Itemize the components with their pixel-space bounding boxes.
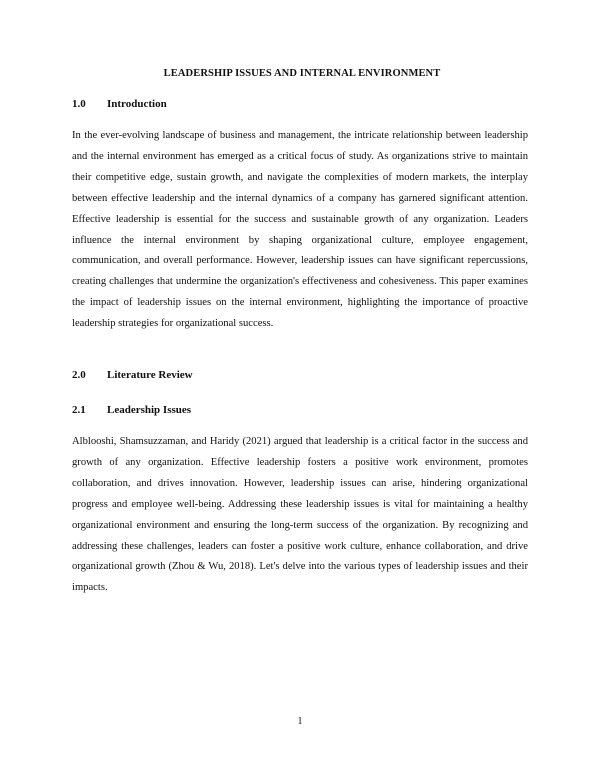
section-heading-leadership-issues (72, 404, 191, 416)
section-number: 1.0 (72, 98, 86, 110)
section-title: Leadership Issues (107, 404, 192, 416)
section-number: 2.1 (72, 404, 86, 416)
paragraph-introduction: In the ever-evolving landscape of business and management, the intricate relationship between leadership and the internal environment has emerged as a critical focus of study. As organizations strive to maintain their competitive edge, sustain growth, and navigate the complexities of modern markets, the interplay between effective leadership and the internal dynamics of a company has garnered significant attention. Effective leadership is essential for the success and sustainable growth of any organization. Leaders influence the internal environment by shaping organizational culture, employee engagement, communication, and overall performance. However, leadership issues can have significant repercussions, creating challenges that undermine the organization's effectiveness and cohesiveness. This paper examines the impact of leadership issues on the internal environment, highlighting the importance of proactive leadership strategies for organizational success. (72, 130, 528, 330)
section-heading-introduction (72, 98, 167, 110)
section-heading-literature-review (72, 369, 193, 381)
section-title: Introduction (107, 98, 167, 110)
page-number: 1 (297, 716, 303, 727)
section-number: 2.0 (72, 369, 86, 381)
document-title: LEADERSHIP ISSUES AND INTERNAL ENVIRONMENT (163, 68, 441, 79)
section-title: Literature Review (107, 369, 193, 381)
paragraph-leadership-issues: Alblooshi, Shamsuzzaman, and Haridy (2021) argued that leadership is a critical factor in the success and growth of any organization. Effective leadership fosters a positive work environment, promotes collaboration, and drives innovation. However, leadership issues can arise, hindering organizational progress and employee well-being. Addressing these leadership issues is vital for maintaining a healthy organizational environment and ensuring the long-term success of the organization. By recognizing and addressing these challenges, leaders can foster a positive work culture, enhance collaboration, and drive organizational growth (Zhou & Wu, 2018). Let's delve into the various types of leadership issues and their impacts. (72, 436, 528, 594)
